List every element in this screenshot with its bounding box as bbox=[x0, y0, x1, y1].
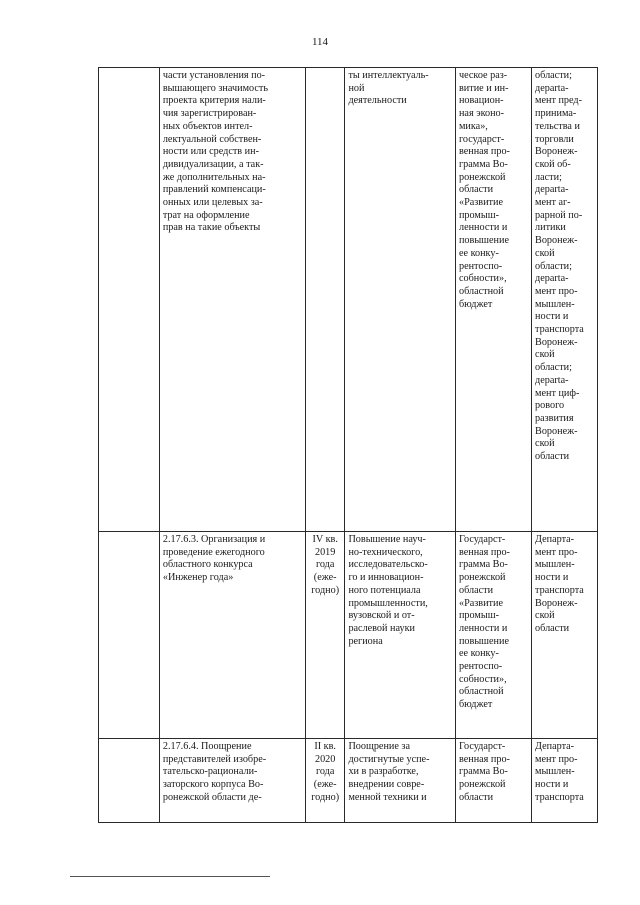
source-text: ческое раз- витие и ин- новацион- ная эконо- мика», государст- венная про- грамма Во- ронежской области «Развитие промыш- ленности и повышение ее конку- рентоспо- собности», областной бюджет bbox=[458, 70, 510, 310]
result-text: Повышение науч- но-технического, исследовательско- го и инновацион- ного потенциала промышленности, вузовской и от- раслевой науки региона bbox=[348, 534, 428, 647]
row-number-cell bbox=[99, 532, 160, 739]
activity-text: 2.17.6.4. Поощрение представителей изобре- тательско-рационали- заторского корпуса Во- ронежской области де- bbox=[162, 741, 267, 803]
executor-cell bbox=[532, 532, 598, 739]
executor-text: Департа- мент про- мышлен- ности и транспорта Воронеж- ской области bbox=[535, 534, 584, 634]
source-cell bbox=[455, 739, 531, 823]
executor-cell bbox=[532, 68, 598, 532]
source-text: Государст- венная про- грамма Во- ронежской области bbox=[458, 741, 510, 803]
result-cell bbox=[345, 532, 456, 739]
activity-text: 2.17.6.3. Организация и проведение ежегодного областного конкурса «Инженер года» bbox=[162, 534, 266, 584]
source-cell bbox=[455, 68, 531, 532]
executor-text: области; деparta- мент пред- принима- тельства и торговли Воронеж- ской об- ласти; деparta- мент аг- рарной по- литики Воронеж- ской области; деparta- мент про- мышлен- ности и транспорта Воронеж- ской области; деparta- мент циф- рового развития Воронеж- ской области bbox=[535, 70, 584, 463]
activity-cell bbox=[159, 68, 305, 532]
result-cell bbox=[345, 739, 456, 823]
row-number-cell bbox=[99, 739, 160, 823]
result-text: Поощрение за достигнутые успе- хи в разработке, внедрении совре- менной техники и bbox=[348, 741, 430, 803]
executor-cell bbox=[532, 739, 598, 823]
measures-table bbox=[98, 67, 598, 823]
deadline-cell bbox=[305, 532, 345, 739]
source-cell bbox=[455, 532, 531, 739]
table-row bbox=[99, 532, 598, 739]
footnote-divider bbox=[70, 876, 270, 877]
executor-text: Департа- мент про- мышлен- ности и транспорта bbox=[535, 741, 584, 803]
result-text: ты интеллектуаль- ной деятельности bbox=[348, 70, 429, 107]
deadline-text: IV кв. 2019 года (еже- годно) bbox=[311, 534, 340, 596]
deadline-cell bbox=[305, 739, 345, 823]
row-number-cell bbox=[99, 68, 160, 532]
activity-cell bbox=[159, 739, 305, 823]
activity-cell bbox=[159, 532, 305, 739]
source-text: Государст- венная про- грамма Во- ронежской области «Развитие промыш- ленности и повышение ее конку- рентоспо- собности», областной бюджет bbox=[458, 534, 510, 711]
page-number: 114 bbox=[311, 36, 329, 48]
deadline-text: II кв. 2020 года (еже- годно) bbox=[311, 741, 340, 803]
table-row bbox=[99, 739, 598, 823]
activity-text: части установления по- вышающего значимость проекта критерия нали- чия зарегистрирован- ных объектов интел- лектуальной собствен- ности или средств ин- дивидуализации, а так- же дополнительных на- правлений компенсаци- онных или целевых за- трат на оформление прав на такие объекты bbox=[162, 70, 268, 234]
result-cell bbox=[345, 68, 456, 532]
table-row bbox=[99, 68, 598, 532]
deadline-cell bbox=[305, 68, 345, 532]
